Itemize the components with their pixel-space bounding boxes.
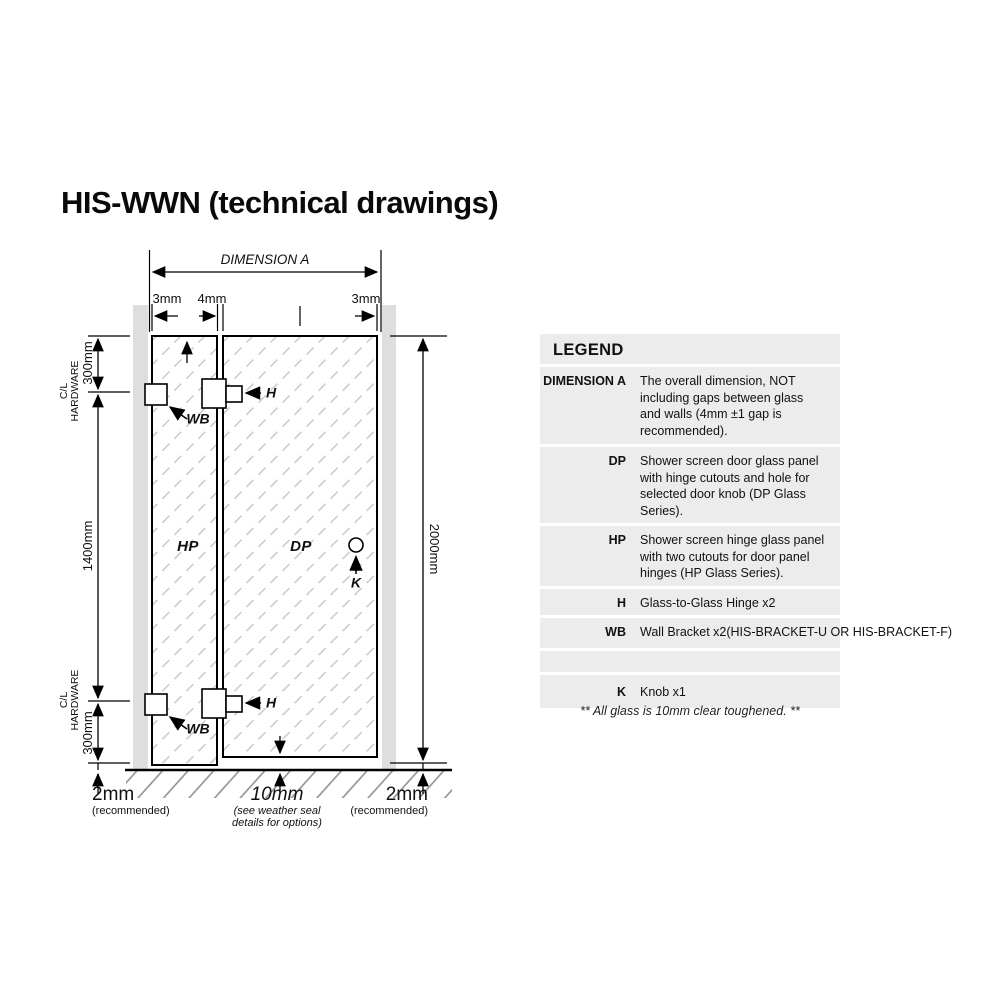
cl-hardware-top-label (59, 361, 81, 422)
gap-right-label: 3mm (351, 291, 381, 307)
cl-hardware-bottom-label (59, 670, 81, 731)
cl-line1: C/L (58, 691, 70, 709)
page-title: HIS-WWN (technical drawings) (61, 185, 499, 220)
dim-300-bottom-label: 300mm (80, 711, 96, 755)
legend-panel (540, 334, 953, 708)
clearance-center (232, 784, 322, 829)
clearance-right-value: 2mm (385, 784, 428, 805)
legend-row-h (540, 586, 840, 616)
legend-term: H (616, 595, 626, 610)
legend-row-spacer (540, 648, 840, 672)
clearance-center-note1: (see weather seal (233, 805, 321, 817)
legend-desc: Shower screen door glass panel with hinge cutouts and hole for selected door knob (DP Glass Series). (640, 454, 819, 518)
clearance-center-note2: details for options) (232, 817, 322, 829)
legend-desc: Shower screen hinge glass panel with two cutouts for door panel hinges (HP Glass Series). (640, 533, 825, 580)
hinge-bottom-label: H (265, 694, 277, 711)
clearance-center-value: 10mm (250, 784, 304, 805)
legend-term: DP (608, 454, 626, 468)
knob-label: K (350, 574, 362, 591)
wall-bracket-bottom (145, 694, 167, 715)
panel-dp-label: DP (290, 538, 312, 556)
clearance-left-note: (recommended) (92, 805, 170, 817)
legend-row-k (540, 672, 840, 708)
cl-line2: HARDWARE (69, 360, 81, 422)
dimension-a-label: DIMENSION A (220, 251, 310, 267)
legend-title: LEGEND (553, 341, 624, 359)
legend-row-dimension-a (540, 364, 840, 444)
clearance-right-note: (recommended) (350, 805, 428, 817)
legend-desc: Knob x1 (640, 685, 686, 699)
legend-term: K (616, 685, 626, 699)
legend-term: HP (608, 533, 626, 547)
hinge-top-label: H (265, 384, 277, 401)
dim-1400-label: 1400mm (80, 520, 96, 572)
gap-left-label: 3mm (152, 291, 182, 307)
dim-300-top-label: 300mm (80, 341, 96, 385)
cl-line2: HARDWARE (69, 669, 81, 731)
cl-line1: C/L (58, 382, 70, 400)
wall-bracket-top-label: WB (186, 410, 210, 427)
legend-row-hp (540, 523, 840, 586)
gap-mid-label: 4mm (197, 291, 227, 307)
legend-term: DIMENSION A (543, 374, 626, 388)
legend-row-wb (540, 615, 953, 648)
clearance-left (92, 784, 170, 817)
clearance-left-value: 2mm (92, 784, 135, 805)
wall-bracket-bottom-label: WB (186, 720, 210, 737)
wall-bracket-top (145, 384, 167, 405)
legend-row-dp (540, 444, 840, 523)
legend-term: WB (605, 625, 626, 639)
panel-hp-label: HP (177, 538, 199, 556)
legend-desc: The overall dimension, NOT including gaps between glass and walls (4mm ±1 gap is recommended). (640, 374, 804, 438)
legend-desc: Wall Bracket x2(HIS-BRACKET-U OR HIS-BRACKET-F) (640, 625, 953, 639)
legend-desc: Glass-to-Glass Hinge x2 (640, 595, 776, 610)
glass-footnote: ** All glass is 10mm clear toughened. ** (580, 704, 800, 718)
knob-circle (349, 538, 363, 552)
wall-right (382, 305, 396, 770)
clearance-right (350, 784, 428, 817)
dim-2000-label: 2000mm (426, 523, 442, 575)
